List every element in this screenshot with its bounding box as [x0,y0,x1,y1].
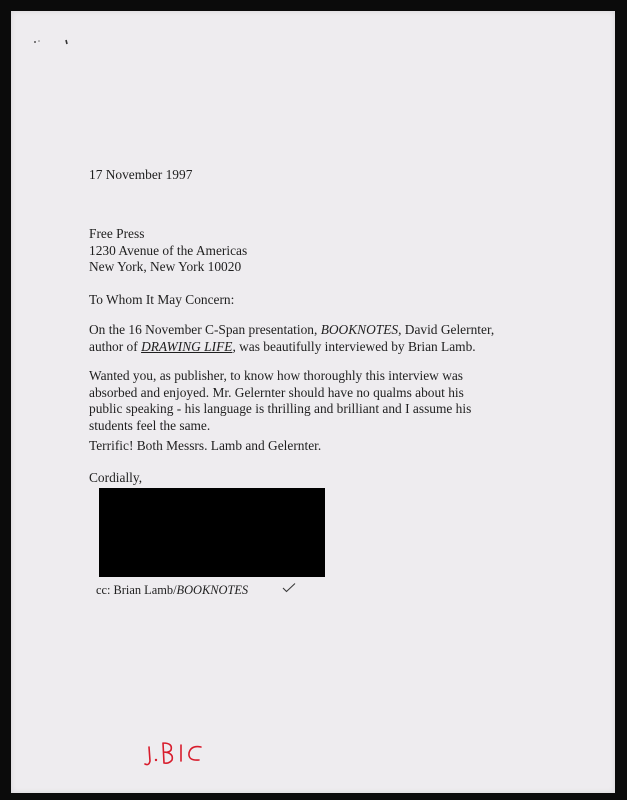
cc-show-title: BOOKNOTES [176,583,249,597]
redacted-signature-block [99,488,325,577]
paragraph-2-line-1: Wanted you, as publisher, to know how thoroughly this interview was [89,368,464,383]
letter-date: 17 November 1997 [89,167,193,182]
paragraph-1-text-c: author of [89,338,142,354]
paragraph-2-line-4: students feel the same. [89,417,211,433]
recipient-address [89,226,247,276]
salutation: To Whom It May Concern: [89,292,235,307]
book-title: DRAWING LIFE [141,338,233,354]
paragraph-2-line-3: public speaking - his language is thrilling and brilliant and I assume his [89,401,472,416]
paragraph-1 [89,322,494,355]
cc-line [96,584,248,596]
paragraph-2-line-2: absorbed and enjoyed. Mr. Gelernter should have no qualms about his [89,384,464,400]
handwritten-note-jbic [141,737,221,771]
paper-specks [26,33,76,53]
address-line-2: 1230 Avenue of the Americas [89,242,248,258]
paragraph-1-line-1 [89,322,494,339]
bleed-through-text [96,654,536,724]
address-line-3: New York, New York 10020 [89,259,242,274]
address-line-1: Free Press [89,226,145,241]
closing: Cordially, [89,470,143,485]
cc-prefix: cc: Brian Lamb/ [96,583,177,597]
paragraph-1-text-b: , David Gelernter, [398,322,495,337]
paragraph-2 [89,368,471,434]
paragraph-1-text-a: On the 16 November C-Span presentation, [89,322,321,337]
paragraph-1-text-d: , was beautifully interviewed by Brian Lamb. [232,338,476,354]
paragraph-3: Terrific! Both Messrs. Lamb and Gelernter. [89,438,322,453]
checkmark-icon [282,582,296,594]
paragraph-1-line-2 [89,339,494,356]
show-title: BOOKNOTES [320,322,399,337]
